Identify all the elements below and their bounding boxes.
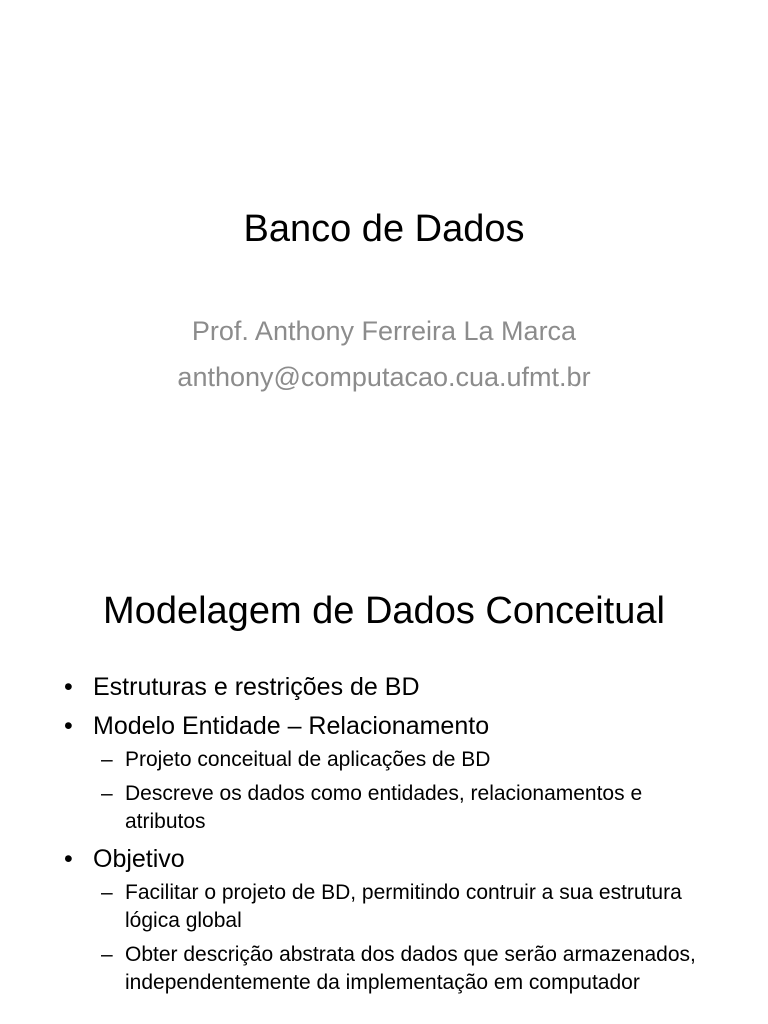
sub-bullet-text: Obter descrição abstrata dos dados que serão armazenados, independentemente da implementação em computador xyxy=(125,943,696,994)
bullet-list xyxy=(64,672,714,1005)
sub-bullet-marker: – xyxy=(101,748,113,771)
sub-bullet-item xyxy=(101,746,714,774)
bullet-item xyxy=(64,672,714,703)
bullet-item xyxy=(64,711,714,836)
sub-bullet-item xyxy=(101,879,714,935)
slide-title: Modelagem de Dados Conceitual xyxy=(103,590,665,632)
bullet-marker: • xyxy=(64,673,73,701)
bullet-marker: • xyxy=(64,712,73,740)
sub-bullet-list xyxy=(93,879,714,997)
sub-bullet-marker: – xyxy=(101,782,113,805)
author-name: Prof. Anthony Ferreira La Marca xyxy=(191,316,577,346)
bullet-text: Modelo Entidade – Relacionamento xyxy=(93,712,490,740)
content-slide xyxy=(0,576,768,1024)
sub-bullet-item xyxy=(101,941,714,997)
bullet-item xyxy=(64,844,714,997)
bullet-text: Objetivo xyxy=(93,845,185,873)
sub-bullet-marker: – xyxy=(101,943,113,966)
slide-title: Banco de Dados xyxy=(243,208,525,250)
sub-bullet-item xyxy=(101,780,714,836)
sub-bullet-list xyxy=(93,746,714,836)
sub-bullet-text: Projeto conceitual de aplicações de BD xyxy=(125,748,491,771)
author-email: anthony@computacao.cua.ufmt.br xyxy=(177,362,591,392)
sub-bullet-text: Facilitar o projeto de BD, permitindo contruir a sua estrutura lógica global xyxy=(125,881,682,932)
bullet-text: Estruturas e restrições de BD xyxy=(93,673,420,701)
sub-bullet-marker: – xyxy=(101,881,113,904)
bullet-marker: • xyxy=(64,845,73,873)
sub-bullet-text: Descreve os dados como entidades, relacionamentos e atributos xyxy=(125,782,643,833)
